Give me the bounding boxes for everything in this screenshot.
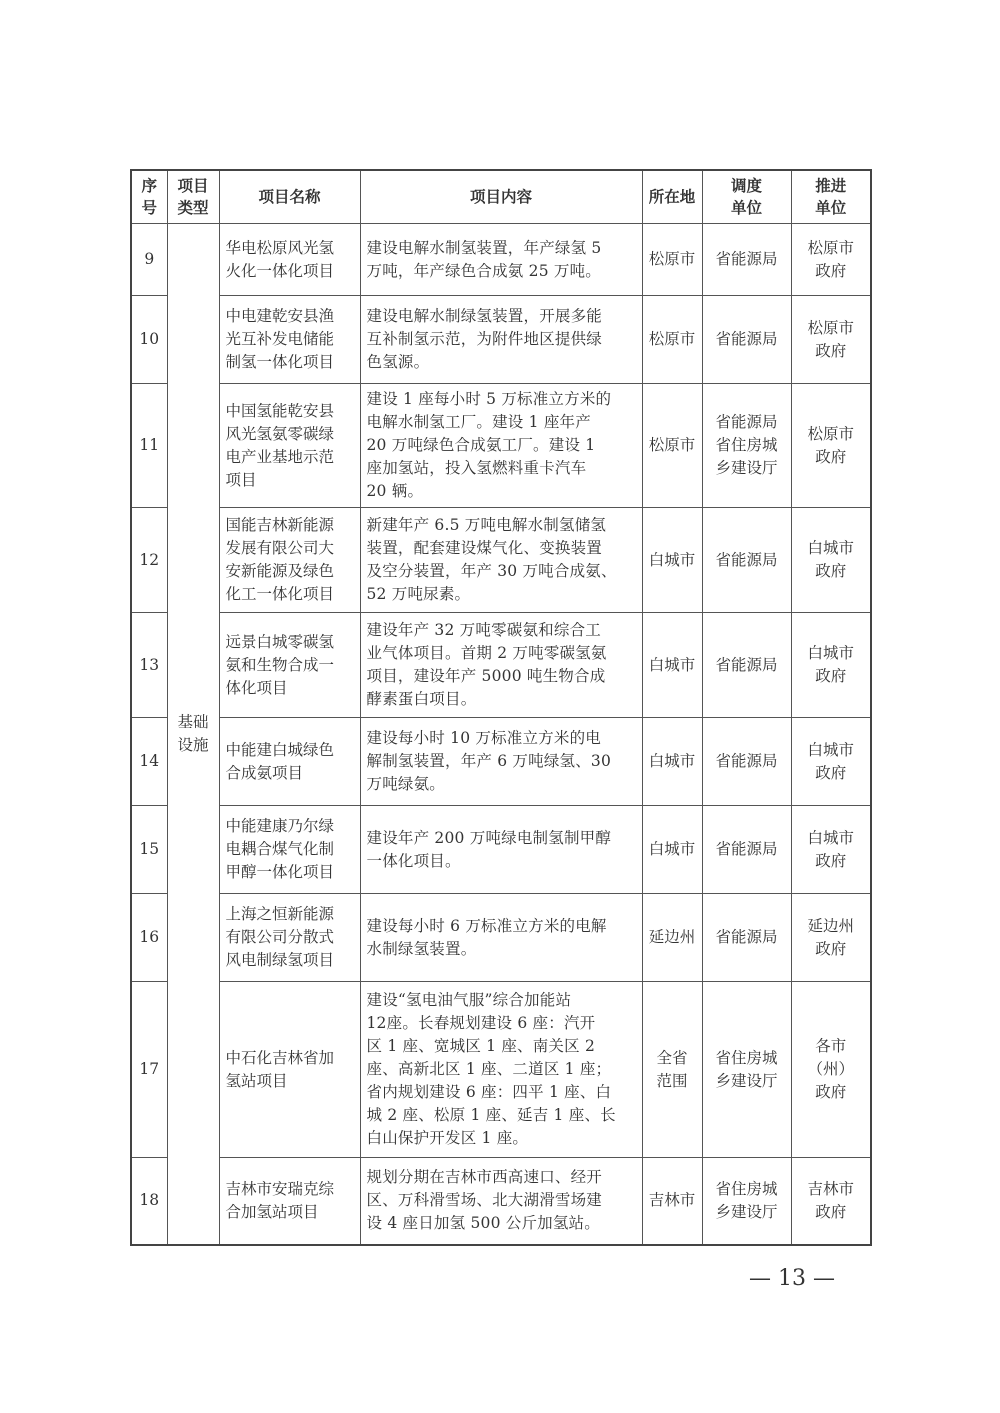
cell-line: 中能建白城绿色 xyxy=(225,740,335,759)
cell-line: 建设电解水制氢装置，年产绿氢 5 xyxy=(366,238,602,257)
cell-line: 松原市 xyxy=(648,436,696,454)
cell-line: 解制氢装置，年产 6 万吨绿氢、30 xyxy=(366,752,612,770)
table-row xyxy=(131,224,871,296)
cell-line: 规划分期在吉林市西高速口、经开 xyxy=(366,1168,603,1187)
cell-project-name xyxy=(219,718,360,806)
cell-line: 省住房城 xyxy=(715,1048,778,1067)
cell-project-name xyxy=(219,806,360,894)
cell-location xyxy=(642,224,702,296)
cell-line: 白山保护开发区 1 座。 xyxy=(366,1129,529,1147)
cell-project-type xyxy=(167,224,219,1245)
table-row xyxy=(131,982,871,1158)
cell-line: 光互补发电储能 xyxy=(225,330,335,348)
table-header-row xyxy=(131,170,871,224)
cell-line: 乡建设厅 xyxy=(715,459,778,477)
cell-line: 省住房城 xyxy=(715,1179,778,1198)
cell-line: 52 万吨尿素。 xyxy=(366,585,471,603)
cell-dispatch-unit xyxy=(702,296,791,384)
cell-line: 全省 xyxy=(656,1048,688,1067)
cell-project-name xyxy=(219,296,360,384)
cell-line: 项目 xyxy=(225,470,257,489)
cell-line: 氢站项目 xyxy=(225,1071,288,1090)
table-row xyxy=(131,894,871,982)
cell-line: 有限公司分散式 xyxy=(225,928,335,946)
cell-line: 政府 xyxy=(815,667,847,685)
cell-line: 吉林市 xyxy=(807,1179,854,1198)
cell-line: 座、高新北区 1 座、二道区 1 座； xyxy=(366,1060,612,1078)
cell-dispatch-unit xyxy=(702,1158,791,1245)
cell-project-content xyxy=(360,1158,642,1245)
header-location: 所在地 xyxy=(642,170,702,224)
cell-line: 白城市 xyxy=(648,655,696,674)
cell-no: 12 xyxy=(131,508,167,613)
cell-line: 电产业基地示范 xyxy=(225,447,335,466)
cell-line: 白城市 xyxy=(648,550,696,569)
cell-line: 省能源局 xyxy=(715,330,778,348)
cell-line: 中能建康乃尔绿 xyxy=(225,817,335,835)
cell-line: 水制绿氢装置。 xyxy=(366,939,477,958)
cell-project-name xyxy=(219,384,360,508)
cell-promote-unit xyxy=(791,296,871,384)
table-row xyxy=(131,718,871,806)
cell-line: 上海之恒新能源 xyxy=(225,905,335,923)
cell-no: 14 xyxy=(131,718,167,806)
cell-line: 建设年产 32 万吨零碳氨和综合工 xyxy=(366,621,601,639)
cell-line: 省能源局 xyxy=(715,413,778,431)
cell-promote-unit xyxy=(791,894,871,982)
cell-promote-unit xyxy=(791,982,871,1158)
cell-line: 合加氢站项目 xyxy=(225,1202,319,1221)
cell-project-content xyxy=(360,894,642,982)
cell-line: 乡建设厅 xyxy=(715,1202,778,1221)
table-row xyxy=(131,296,871,384)
header-no: 序 号 xyxy=(131,170,167,224)
cell-line: 20 辆。 xyxy=(366,482,424,500)
cell-line: 电耦合煤气化制 xyxy=(225,840,335,858)
cell-line: 吉林市 xyxy=(648,1191,696,1210)
cell-line: 万吨，年产绿色合成氨 25 万吨。 xyxy=(366,261,601,280)
cell-line: 城 2 座、松原 1 座、延吉 1 座、长 xyxy=(366,1106,616,1124)
cell-line: （州） xyxy=(807,1060,854,1078)
cell-project-name xyxy=(219,894,360,982)
cell-line: 制氢一体化项目 xyxy=(225,353,335,371)
cell-line: 一体化项目。 xyxy=(366,851,461,870)
cell-location xyxy=(642,384,702,508)
cell-project-name xyxy=(219,508,360,613)
cell-promote-unit xyxy=(791,224,871,296)
cell-line: 建设电解水制绿氢装置，开展多能 xyxy=(366,307,603,325)
cell-line: 延边州 xyxy=(807,916,854,935)
cell-line: 政府 xyxy=(815,763,847,782)
cell-project-content xyxy=(360,384,642,508)
cell-dispatch-unit xyxy=(702,508,791,613)
cell-line: 省能源局 xyxy=(715,928,778,946)
cell-line: 及空分装置，年产 30 万吨合成氨、 xyxy=(366,562,617,580)
cell-line: 政府 xyxy=(815,341,847,360)
cell-project-content xyxy=(360,982,642,1158)
cell-line: 万吨绿氨。 xyxy=(366,775,446,793)
cell-line: 政府 xyxy=(815,851,847,870)
cell-line: 区 1 座、宽城区 1 座、南关区 2 xyxy=(366,1037,596,1055)
cell-project-content xyxy=(360,718,642,806)
cell-dispatch-unit xyxy=(702,613,791,718)
cell-location xyxy=(642,1158,702,1245)
cell-line: 业气体项目。首期 2 万吨零碳氢氨 xyxy=(366,644,607,662)
cell-line: 政府 xyxy=(815,939,847,958)
cell-line: 政府 xyxy=(815,562,847,580)
cell-location xyxy=(642,894,702,982)
cell-line: 新建年产 6.5 万吨电解水制氢储氢 xyxy=(366,516,607,534)
cell-line: 白城市 xyxy=(807,644,854,662)
cell-line: 安新能源及绿色 xyxy=(225,562,335,580)
page-number: — 13 — xyxy=(749,1266,835,1291)
cell-dispatch-unit xyxy=(702,384,791,508)
cell-line: 建设 1 座每小时 5 万标准立方米的 xyxy=(366,390,612,408)
cell-line: 体化项目 xyxy=(225,678,288,697)
cell-line: 12座。长春规划建设 6 座：汽开 xyxy=(366,1014,596,1032)
cell-line: 省能源局 xyxy=(715,655,778,674)
cell-line: 区、万科滑雪场、北大湖滑雪场建 xyxy=(366,1191,603,1210)
cell-line: 火化一体化项目 xyxy=(225,261,335,280)
cell-no: 10 xyxy=(131,296,167,384)
table-row xyxy=(131,806,871,894)
cell-line: 各市 xyxy=(815,1037,847,1055)
cell-line: 座加氢站，投入氢燃料重卡汽车 xyxy=(366,459,587,477)
project-table xyxy=(130,169,872,1246)
cell-line: 省能源局 xyxy=(715,840,778,858)
cell-line: 松原市 xyxy=(807,424,854,443)
table-row xyxy=(131,384,871,508)
cell-location xyxy=(642,718,702,806)
cell-line: 设 4 座日加氢 500 公斤加氢站。 xyxy=(366,1214,600,1233)
cell-line: 政府 xyxy=(815,447,847,466)
cell-line: 建设“氢电油气服”综合加能站 xyxy=(366,991,572,1009)
cell-line: 风光氢氨零碳绿 xyxy=(225,424,335,443)
cell-line: 中石化吉林省加 xyxy=(225,1048,335,1067)
cell-project-content xyxy=(360,296,642,384)
cell-line: 风电制绿氢项目 xyxy=(225,951,335,969)
cell-promote-unit xyxy=(791,718,871,806)
cell-dispatch-unit xyxy=(702,806,791,894)
cell-line: 省能源局 xyxy=(715,250,778,268)
header-promote: 推进 单位 xyxy=(791,170,871,224)
cell-promote-unit xyxy=(791,1158,871,1245)
cell-line: 酵素蛋白项目。 xyxy=(366,690,477,708)
cell-location xyxy=(642,296,702,384)
cell-location xyxy=(642,806,702,894)
cell-line: 吉林市安瑞克综 xyxy=(225,1179,335,1198)
cell-no: 15 xyxy=(131,806,167,894)
cell-line: 白城市 xyxy=(807,539,854,557)
cell-project-name xyxy=(219,1158,360,1245)
cell-project-name xyxy=(219,982,360,1158)
cell-line: 建设每小时 6 万标准立方米的电解 xyxy=(366,916,607,935)
cell-project-content xyxy=(360,806,642,894)
cell-promote-unit xyxy=(791,613,871,718)
cell-line: 松原市 xyxy=(807,238,854,257)
cell-project-name xyxy=(219,224,360,296)
cell-no: 18 xyxy=(131,1158,167,1245)
cell-dispatch-unit xyxy=(702,718,791,806)
cell-line: 电解水制氢工厂。建设 1 座年产 xyxy=(366,413,591,431)
cell-dispatch-unit xyxy=(702,894,791,982)
cell-no: 17 xyxy=(131,982,167,1158)
cell-line: 基础 xyxy=(177,712,209,731)
cell-dispatch-unit xyxy=(702,982,791,1158)
cell-project-content xyxy=(360,224,642,296)
cell-line: 白城市 xyxy=(807,740,854,759)
cell-line: 政府 xyxy=(815,1202,847,1221)
table-row xyxy=(131,613,871,718)
cell-location xyxy=(642,508,702,613)
cell-line: 松原市 xyxy=(648,330,696,348)
cell-location xyxy=(642,613,702,718)
cell-line: 乡建设厅 xyxy=(715,1071,778,1090)
cell-line: 松原市 xyxy=(807,318,854,337)
cell-line: 白城市 xyxy=(648,752,696,770)
cell-promote-unit xyxy=(791,806,871,894)
cell-line: 合成氨项目 xyxy=(225,763,304,782)
cell-line: 设施 xyxy=(177,735,209,754)
cell-line: 政府 xyxy=(815,261,847,280)
cell-line: 互补制氢示范，为附件地区提供绿 xyxy=(366,330,603,348)
cell-line: 发展有限公司大 xyxy=(225,539,335,557)
cell-line: 项目，建设年产 5000 吨生物合成 xyxy=(366,667,606,685)
cell-line: 华电松原风光氢 xyxy=(225,238,335,257)
cell-line: 省能源局 xyxy=(715,550,778,569)
cell-project-content xyxy=(360,508,642,613)
table-body xyxy=(131,224,871,1245)
cell-line: 建设年产 200 万吨绿电制氢制甲醇 xyxy=(366,828,612,847)
header-name: 项目名称 xyxy=(219,170,360,224)
header-dispatch: 调度 单位 xyxy=(702,170,791,224)
cell-line: 甲醇一体化项目 xyxy=(225,863,335,881)
cell-line: 范围 xyxy=(656,1071,688,1090)
cell-line: 省能源局 xyxy=(715,752,778,770)
header-type: 项目 类型 xyxy=(167,170,219,224)
cell-line: 白城市 xyxy=(807,828,854,847)
cell-promote-unit xyxy=(791,384,871,508)
table-row xyxy=(131,1158,871,1245)
cell-line: 白城市 xyxy=(648,840,696,858)
cell-location xyxy=(642,982,702,1158)
cell-project-content xyxy=(360,613,642,718)
cell-promote-unit xyxy=(791,508,871,613)
cell-line: 色氢源。 xyxy=(366,353,430,371)
cell-line: 中国氢能乾安县 xyxy=(225,401,335,420)
cell-line: 延边州 xyxy=(648,928,696,946)
cell-line: 松原市 xyxy=(648,250,696,268)
table-row xyxy=(131,508,871,613)
header-content: 项目内容 xyxy=(360,170,642,224)
cell-line: 建设每小时 10 万标准立方米的电 xyxy=(366,729,601,747)
cell-no: 13 xyxy=(131,613,167,718)
cell-no: 9 xyxy=(131,224,167,296)
cell-project-name xyxy=(219,613,360,718)
cell-line: 20 万吨绿色合成氨工厂。建设 1 xyxy=(366,436,596,454)
cell-line: 政府 xyxy=(815,1083,847,1101)
cell-line: 装置，配套建设煤气化、变换装置 xyxy=(366,539,603,557)
cell-line: 化工一体化项目 xyxy=(225,585,335,603)
cell-dispatch-unit xyxy=(702,224,791,296)
cell-line: 远景白城零碳氢 xyxy=(225,632,335,651)
cell-line: 氨和生物合成一 xyxy=(225,655,335,674)
cell-no: 11 xyxy=(131,384,167,508)
cell-line: 省内规划建设 6 座：四平 1 座、白 xyxy=(366,1083,612,1101)
cell-line: 中电建乾安县渔 xyxy=(225,307,335,325)
cell-line: 省住房城 xyxy=(715,436,778,454)
cell-line: 国能吉林新能源 xyxy=(225,516,335,534)
cell-no: 16 xyxy=(131,894,167,982)
